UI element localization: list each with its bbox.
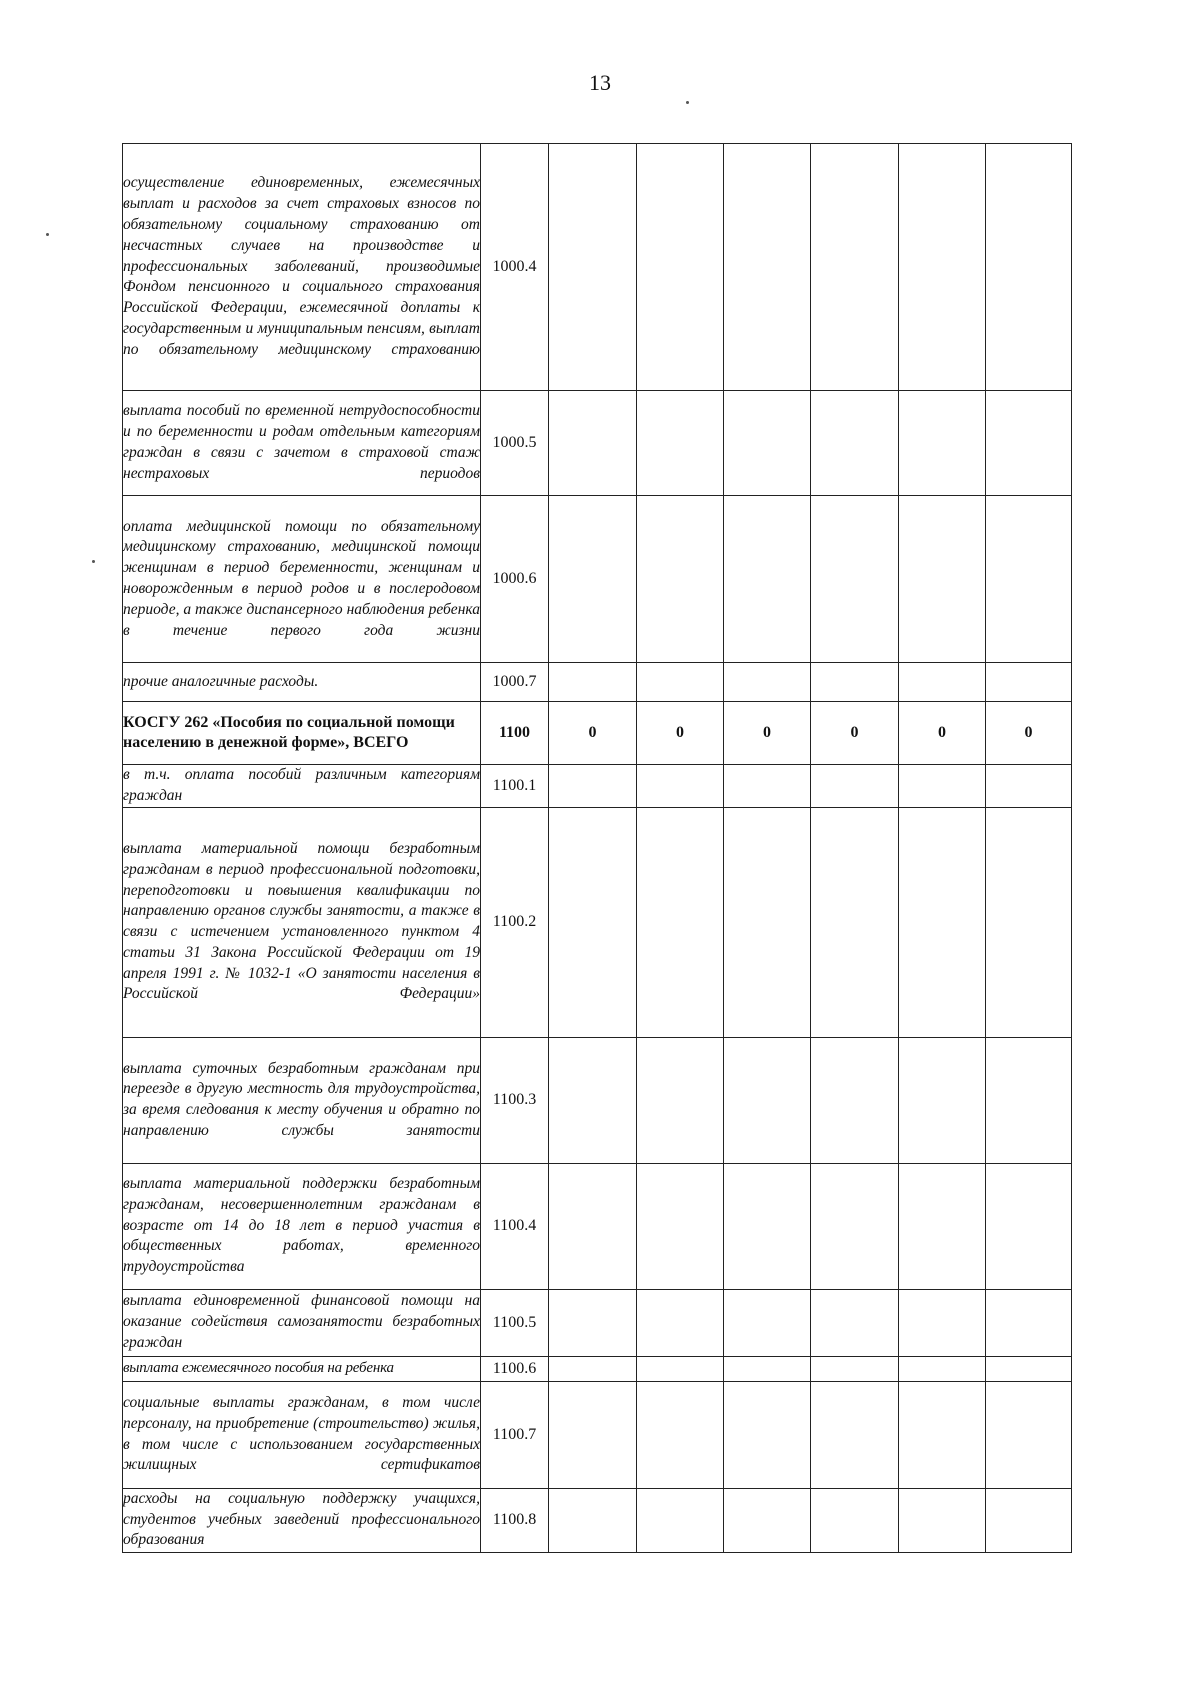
value-cell <box>986 1163 1072 1289</box>
value-cell <box>724 1356 811 1381</box>
value-cell <box>637 1381 724 1488</box>
value-cell <box>811 765 899 808</box>
row-description: прочие аналогичные расходы. <box>123 663 481 702</box>
row-code: 1100.3 <box>481 1037 549 1163</box>
scan-speck <box>686 101 689 104</box>
value-cell <box>637 1163 724 1289</box>
value-cell <box>637 807 724 1037</box>
value-cell <box>549 1289 637 1356</box>
row-description: выплата ежемесячного пособия на ребенка <box>123 1356 481 1381</box>
row-code: 1100.6 <box>481 1356 549 1381</box>
row-code: 1000.6 <box>481 496 549 663</box>
value-cell <box>637 765 724 808</box>
row-description: выплата материальной поддержки безработным гражданам, несовершеннолетним гражданам в возрасте от 14 до 18 лет в период участия в общественных работах, временного трудоустройства <box>123 1163 481 1289</box>
value-cell <box>724 765 811 808</box>
value-cell <box>549 496 637 663</box>
value-cell <box>549 1356 637 1381</box>
value-cell <box>549 663 637 702</box>
value-cell <box>899 496 986 663</box>
row-description: выплата единовременной финансовой помощи на оказание содействия самозанятости безработных граждан <box>123 1289 481 1356</box>
value-cell <box>899 1289 986 1356</box>
value-cell <box>986 1381 1072 1488</box>
value-cell: 0 <box>637 702 724 765</box>
row-code: 1100.7 <box>481 1381 549 1488</box>
row-code: 1100.2 <box>481 807 549 1037</box>
table-row <box>123 765 1072 808</box>
value-cell <box>986 807 1072 1037</box>
value-cell <box>549 1488 637 1552</box>
value-cell <box>549 807 637 1037</box>
value-cell <box>811 807 899 1037</box>
row-description: КОСГУ 262 «Пособия по социальной помощи населению в денежной форме», ВСЕГО <box>123 702 481 765</box>
row-description: выплата пособий по временной нетрудоспособности и по беременности и родам отдельным категориям граждан в связи с зачетом в страховой стаж нестраховых периодов <box>123 391 481 496</box>
value-cell <box>637 1289 724 1356</box>
row-description: социальные выплаты гражданам, в том числе персоналу, на приобретение (строительство) жилья, в том числе с использованием государственных жилищных сертификатов <box>123 1381 481 1488</box>
value-cell <box>724 391 811 496</box>
row-description: расходы на социальную поддержку учащихся, студентов учебных заведений профессионального образования <box>123 1488 481 1552</box>
value-cell <box>637 1037 724 1163</box>
page-number: 13 <box>589 70 611 95</box>
value-cell: 0 <box>986 702 1072 765</box>
value-cell <box>899 765 986 808</box>
value-cell <box>637 496 724 663</box>
value-cell <box>899 1037 986 1163</box>
expense-table <box>122 143 1072 1553</box>
value-cell <box>899 807 986 1037</box>
row-code: 1100.1 <box>481 765 549 808</box>
scan-speck <box>46 233 49 236</box>
value-cell <box>724 1037 811 1163</box>
table-row <box>123 391 1072 496</box>
value-cell <box>899 1381 986 1488</box>
value-cell <box>724 1289 811 1356</box>
value-cell <box>724 144 811 391</box>
value-cell <box>986 1356 1072 1381</box>
value-cell <box>899 144 986 391</box>
row-code: 1100.4 <box>481 1163 549 1289</box>
value-cell <box>549 1037 637 1163</box>
value-cell <box>811 391 899 496</box>
value-cell <box>811 1289 899 1356</box>
row-description: осуществление единовременных, ежемесячных выплат и расходов за счет страховых взносов по обязательному социальному страхованию от несчастных случаев на производстве и профессиональных заболеваний, производимые Фондом пенсионного и социального страхования Российской Федерации, ежемесячной доплаты к государственным и муниципальным пенсиям, выплат по обязательному медицинскому страхованию <box>123 144 481 391</box>
table-row <box>123 663 1072 702</box>
value-cell <box>724 1381 811 1488</box>
scan-speck <box>92 560 95 563</box>
value-cell <box>549 1381 637 1488</box>
value-cell <box>986 663 1072 702</box>
value-cell: 0 <box>724 702 811 765</box>
value-cell <box>811 663 899 702</box>
value-cell <box>986 391 1072 496</box>
value-cell: 0 <box>899 702 986 765</box>
value-cell <box>986 1488 1072 1552</box>
value-cell: 0 <box>811 702 899 765</box>
table-row <box>123 496 1072 663</box>
value-cell <box>724 807 811 1037</box>
value-cell <box>811 1037 899 1163</box>
value-cell <box>724 1163 811 1289</box>
value-cell: 0 <box>549 702 637 765</box>
value-cell <box>724 1488 811 1552</box>
value-cell <box>899 1356 986 1381</box>
row-code: 1100 <box>481 702 549 765</box>
table-row <box>123 1037 1072 1163</box>
row-code: 1000.5 <box>481 391 549 496</box>
value-cell <box>986 1289 1072 1356</box>
value-cell <box>811 1381 899 1488</box>
value-cell <box>899 1488 986 1552</box>
table-row-total <box>123 702 1072 765</box>
value-cell <box>811 1488 899 1552</box>
row-code: 1100.8 <box>481 1488 549 1552</box>
table-row <box>123 1163 1072 1289</box>
value-cell <box>899 391 986 496</box>
row-code: 1000.7 <box>481 663 549 702</box>
row-description: выплата материальной помощи безработным гражданам в период профессиональной подготовки, переподготовки и повышения квалификации по направлению органов службы занятости, а также в связи с истечением установленного пунктом 4 статьи 31 Закона Российской Федерации от 19 апреля 1991 г. № 1032-1 «О занятости населения в Российской Федерации» <box>123 807 481 1037</box>
value-cell <box>637 144 724 391</box>
table-row <box>123 807 1072 1037</box>
table-row <box>123 1356 1072 1381</box>
row-description: выплата суточных безработным гражданам при переезде в другую местность для трудоустройства, за время следования к месту обучения и обратно по направлению службы занятости <box>123 1037 481 1163</box>
row-code: 1100.5 <box>481 1289 549 1356</box>
table-row <box>123 1381 1072 1488</box>
value-cell <box>811 1163 899 1289</box>
row-description: оплата медицинской помощи по обязательному медицинскому страхованию, медицинской помощи женщинам в период беременности, женщинам и новорожденным в период родов и в послеродовом периоде, а также диспансерного наблюдения ребенка в течение первого года жизни <box>123 496 481 663</box>
value-cell <box>724 663 811 702</box>
value-cell <box>549 391 637 496</box>
value-cell <box>986 144 1072 391</box>
value-cell <box>549 144 637 391</box>
value-cell <box>986 496 1072 663</box>
value-cell <box>811 144 899 391</box>
table-row <box>123 144 1072 391</box>
value-cell <box>637 663 724 702</box>
value-cell <box>986 1037 1072 1163</box>
value-cell <box>986 765 1072 808</box>
value-cell <box>549 765 637 808</box>
table-row <box>123 1289 1072 1356</box>
value-cell <box>899 1163 986 1289</box>
row-code: 1000.4 <box>481 144 549 391</box>
value-cell <box>637 1356 724 1381</box>
row-description: в т.ч. оплата пособий различным категориям граждан <box>123 765 481 808</box>
value-cell <box>637 391 724 496</box>
value-cell <box>637 1488 724 1552</box>
table-row <box>123 1488 1072 1552</box>
value-cell <box>811 1356 899 1381</box>
value-cell <box>724 496 811 663</box>
value-cell <box>811 496 899 663</box>
value-cell <box>549 1163 637 1289</box>
value-cell <box>899 663 986 702</box>
